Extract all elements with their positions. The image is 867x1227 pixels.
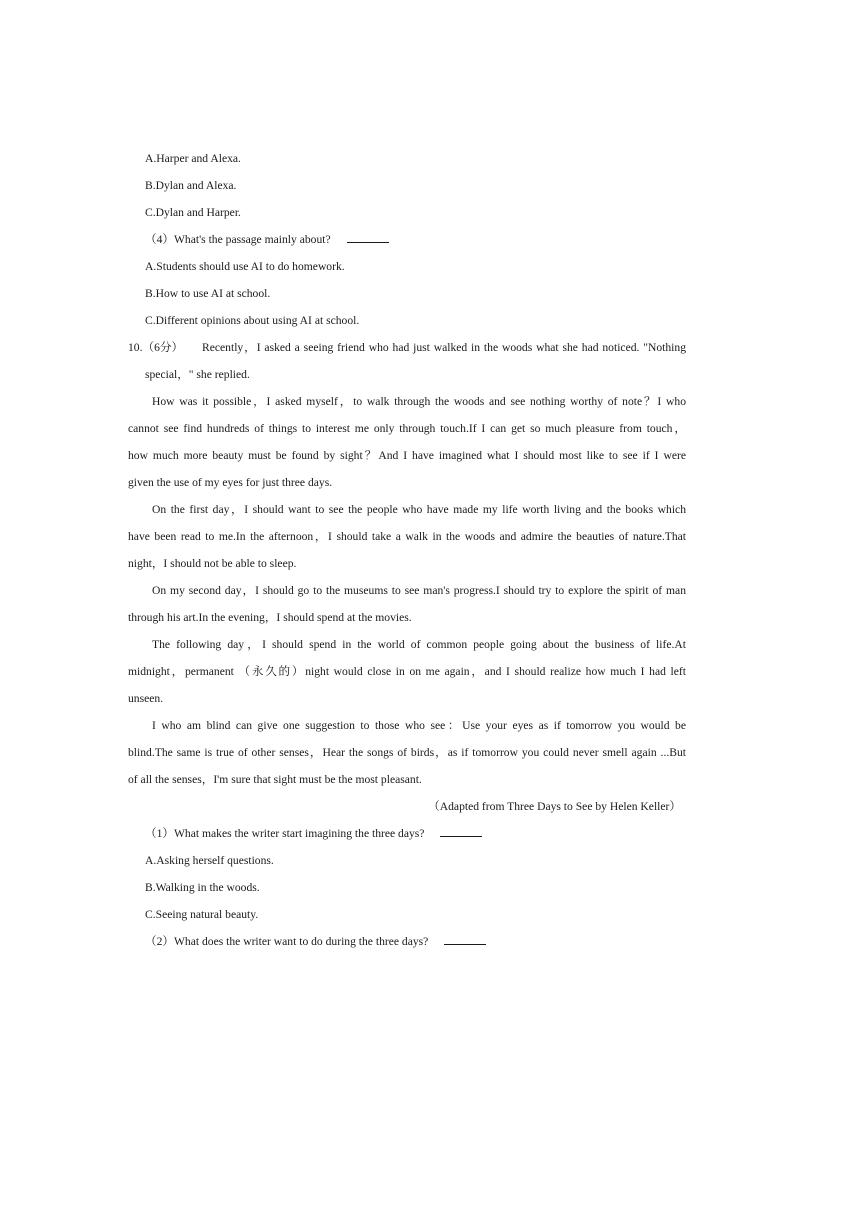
q9-sub4-option-c: C.Different opinions about using AI at school. xyxy=(145,314,360,327)
q10-sub2-question-text: （2）What does the writer want to do during the three days? xyxy=(145,935,429,948)
passage-line: special，" she replied. xyxy=(145,368,250,381)
passage-line: Recently，I asked a seeing friend who had just walked in the woods what she had noticed. "Nothing xyxy=(202,341,686,354)
passage-line: On my second day，I should go to the museums to see man's progress.I should try to explore the spirit of man xyxy=(152,584,686,597)
answer-blank[interactable] xyxy=(444,934,486,945)
passage-line: night，I should not be able to sleep. xyxy=(128,557,297,570)
q10-sub1-option-a: A.Asking herself questions. xyxy=(145,854,274,867)
passage-line: unseen. xyxy=(128,692,164,705)
passage-line: blind.The same is true of other senses，Hear the songs of birds，as if tomorrow you could never smell again ...But xyxy=(128,746,686,759)
q10-sub1-question-text: （1）What makes the writer start imagining the three days? xyxy=(145,827,425,840)
passage-line: How was it possible，I asked myself，to walk through the woods and see nothing worthy of note？I who xyxy=(152,395,686,408)
answer-blank[interactable] xyxy=(347,232,389,243)
q9-sub4-question xyxy=(145,232,389,247)
q9-sub4-option-a: A.Students should use AI to do homework. xyxy=(145,260,345,273)
passage-source: （Adapted from Three Days to See by Helen Keller） xyxy=(428,800,681,813)
answer-blank[interactable] xyxy=(440,826,482,837)
q10-sub2-question xyxy=(145,934,486,949)
passage-line: how much more beauty must be found by sight？And I have imagined what I should most like to see if I were xyxy=(128,449,686,462)
passage-line: I who am blind can give one suggestion to those who see：Use your eyes as if tomorrow you would be xyxy=(152,719,686,732)
passage-line: On the first day，I should want to see the people who have made my life worth living and the books which xyxy=(152,503,686,516)
q10-sub1-option-b: B.Walking in the woods. xyxy=(145,881,260,894)
q9-sub4-question-text: （4）What's the passage mainly about? xyxy=(145,233,331,246)
passage-line: midnight，permanent （永久的）night would close in on me again，and I should realize how much I had left xyxy=(128,665,686,678)
passage-line: of all the senses，I'm sure that sight must be the most pleasant. xyxy=(128,773,422,786)
q9-option-c: C.Dylan and Harper. xyxy=(145,206,241,219)
passage-line: given the use of my eyes for just three days. xyxy=(128,476,333,489)
q10-number: 10.（6分） xyxy=(128,341,184,354)
q9-option-a: A.Harper and Alexa. xyxy=(145,152,241,165)
passage-line: have been read to me.In the afternoon，I should take a walk in the woods and admire the beauties of nature.That xyxy=(128,530,686,543)
passage-line: through his art.In the evening，I should spend at the movies. xyxy=(128,611,412,624)
q9-option-b: B.Dylan and Alexa. xyxy=(145,179,237,192)
passage-line: cannot see find hundreds of things to interest me only through touch.If I can get so much pleasure from touch， xyxy=(128,422,686,435)
q10-sub1-option-c: C.Seeing natural beauty. xyxy=(145,908,259,921)
passage-line: The following day，I should spend in the world of common people going about the business of life.At xyxy=(152,638,686,651)
q10-sub1-question xyxy=(145,826,482,841)
q9-sub4-option-b: B.How to use AI at school. xyxy=(145,287,271,300)
